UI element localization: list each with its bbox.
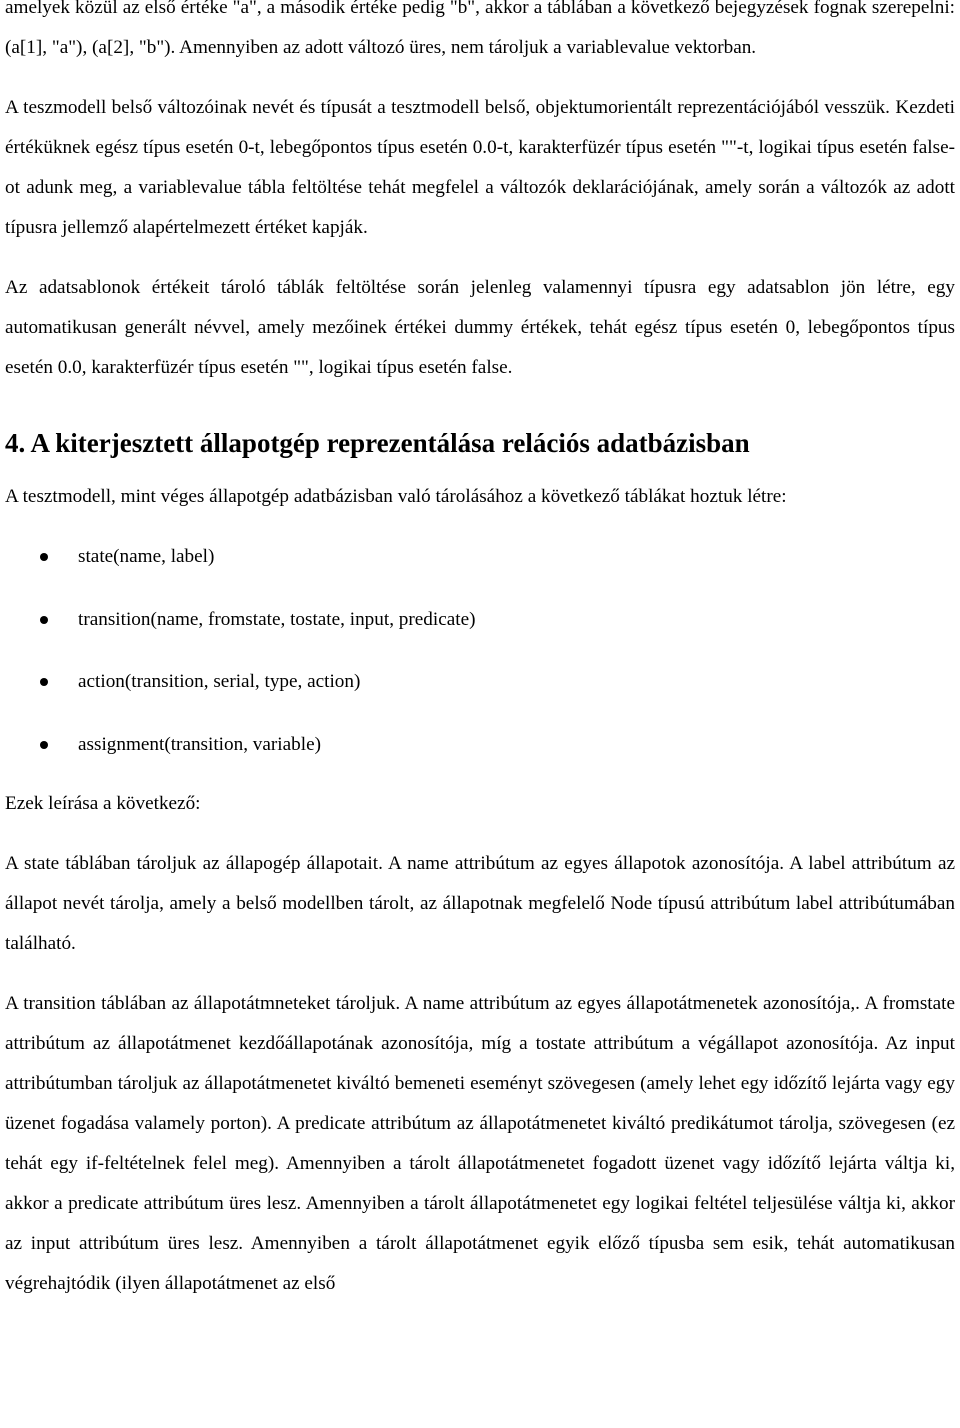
paragraph-transition-table: A transition táblában az állapotátmneteket tároljuk. A name attribútum az egyes állapotátmenetek azonosítója,. A fromstate attribútum az állapotátmenet kezdőállapotának azonosítója, míg a tostate attribútum a végállapot azonosítója. Az input attribútumban tároljuk az állapotátmenetet kiváltó bemeneti eseményt szövegesen (amely lehet egy időzítő lejárta vagy egy üzenet fogadása valamely porton). A predicate attribútum az állapotátmenetet kiváltó predikátumot tárolja, szövegesen (ez tehát egy if-feltételnek felel meg). Amennyiben a tárolt állapotátmenetet fogadott üzenet vagy időzítő lejárta váltja ki, akkor a predicate attribútum üres lesz. Amennyiben a tárolt állapotátmenetet egy logikai feltétel teljesülése váltja ki, akkor az input attribútum üres lesz. Amennyiben a tárolt állapotátmenet egyik előző típusba sem esik, tehát automatikusan végrehajtódik (ilyen állapotátmenet az első <box>5 993 955 1294</box>
list-item-text: state(name, label) <box>78 546 215 567</box>
paragraph-data-templates: Az adatsablonok értékeit tároló táblák feltöltése során jelenleg valamennyi típusra egy adatsablon jön létre, egy automatikusan generált névvel, amely mezőinek értékei dummy értékek, tehát egész típus esetén 0, lebegőpontos típus esetén 0.0, karakterfüzér típus esetén "", logikai típus esetén false. <box>5 277 955 378</box>
list-item <box>5 714 955 777</box>
bullet-icon <box>40 741 48 749</box>
paragraph-tables-intro: A tesztmodell, mint véges állapotgép adatbázisban való tárolásához a következő táblákat hoztuk létre: <box>5 486 787 507</box>
document-page <box>5 0 955 1304</box>
paragraph-state-table: A state táblában tároljuk az állapogép állapotait. A name attribútum az egyes állapotok azonosítója. A label attribútum az állapot nevét tárolja, amely a belső modellben tárolt, az állapotnak megfelelő Node típusú attribútum label attribútumában található. <box>5 853 955 954</box>
paragraph-internal-variables: A teszmodell belső változóinak nevét és típusát a tesztmodell belső, objektumorientált reprezentációjából vesszük. Kezdeti értéküknek egész típus esetén 0-t, lebegőpontos típus esetén 0.0-t, karakterfüzér típus esetén ""-t, logikai típus esetén false-ot adunk meg, a variablevalue tábla feltöltése tehát megfelel a változók deklarációjának, amely során a változók az adott típusra jellemző alapértelmezett értéket kapják. <box>5 97 955 238</box>
list-item-text: assignment(transition, variable) <box>78 733 321 755</box>
section-heading: 4. A kiterjesztett állapotgép reprezentálása relációs adatbázisban <box>5 428 750 458</box>
list-item <box>5 526 955 589</box>
bullet-icon <box>40 678 48 686</box>
bullet-icon <box>40 616 48 624</box>
paragraph-description-intro: Ezek leírása a következő: <box>5 793 201 814</box>
list-item <box>5 651 955 714</box>
table-list <box>5 526 955 776</box>
bullet-icon <box>40 553 48 561</box>
table-list-container <box>5 526 955 776</box>
list-item-text: action(transition, serial, type, action) <box>78 671 361 692</box>
paragraph-variablevalue-example: amelyek közül az első értéke "a", a második értéke pedig "b", akkor a táblában a következő bejegyzések fognak szerepelni: (a[1], "a"), (a[2], "b"). Amennyiben az adott változó üres, nem tároljuk a variablevalue vektorban. <box>5 0 955 58</box>
list-item-text: transition(name, fromstate, tostate, input, predicate) <box>78 608 476 630</box>
list-item <box>5 589 955 652</box>
